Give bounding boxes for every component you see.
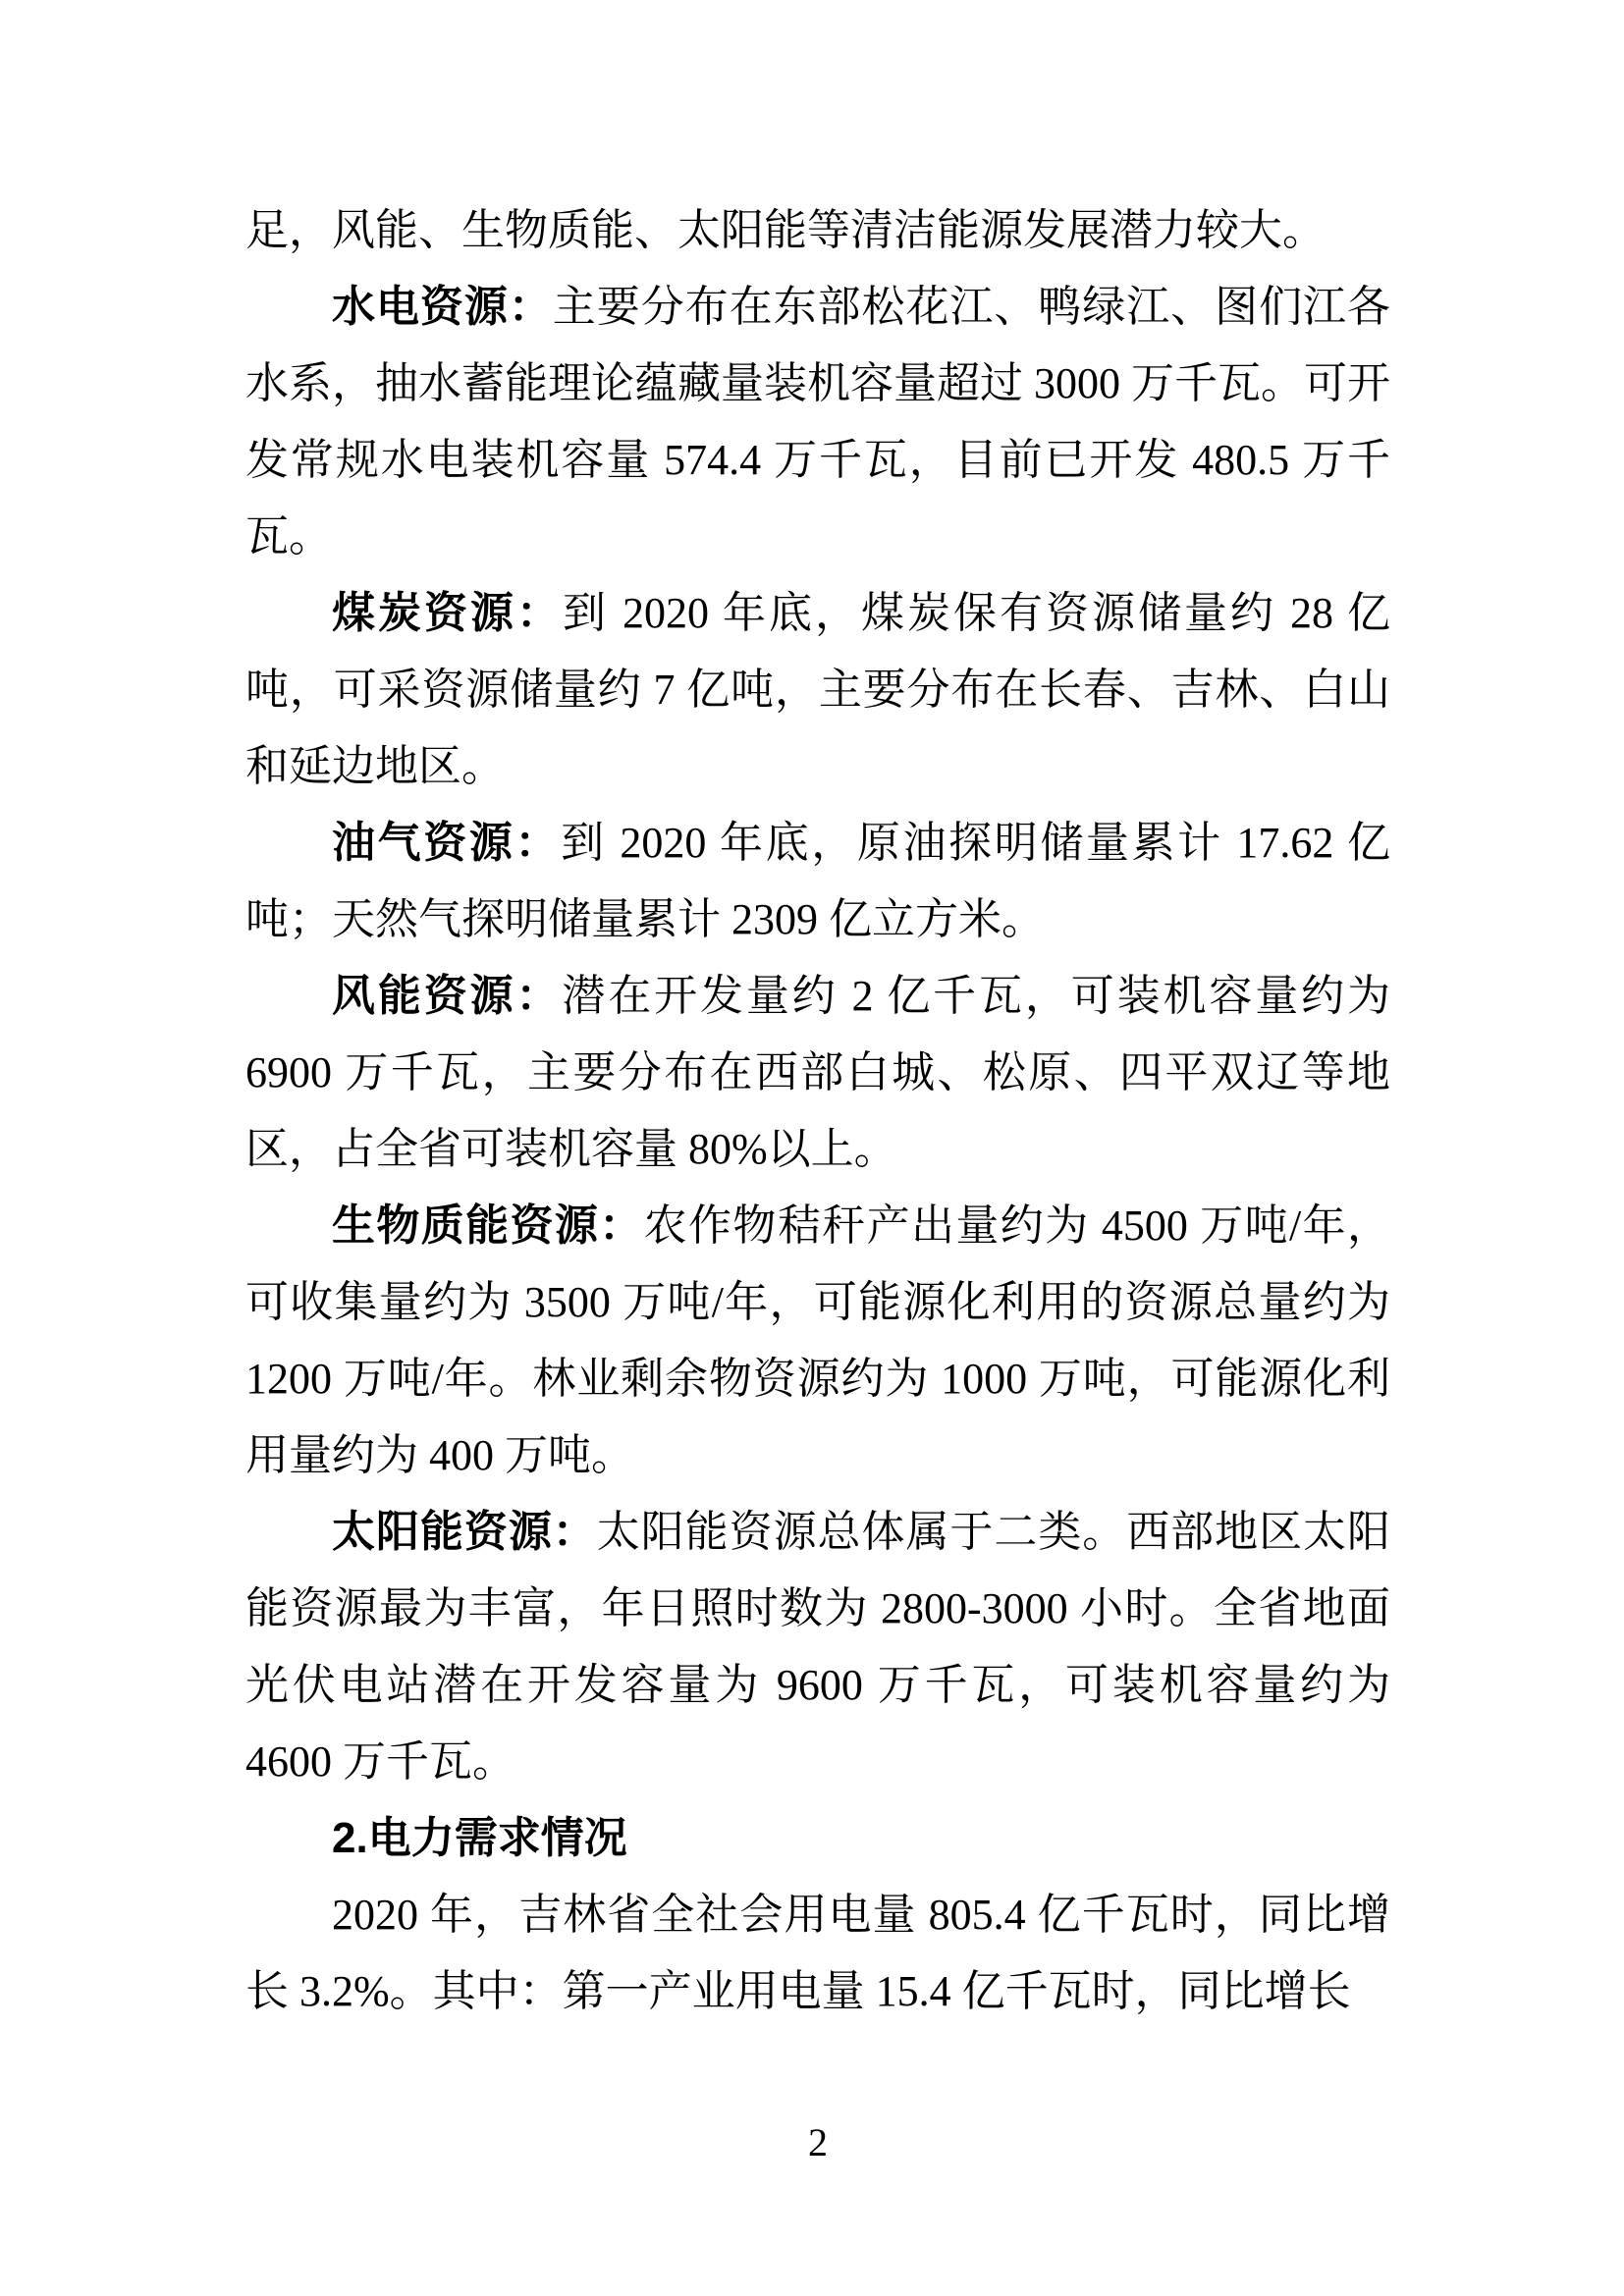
paragraph-lead: 风能资源： (332, 972, 563, 1020)
paragraph-text: 潜在开发量约 2 亿千瓦，可装机容量约为 6900 万千瓦，主要分布在西部白城、松原、四平双辽等地区，占全省可装机容量 80%以上。 (245, 972, 1391, 1173)
paragraph-biomass (245, 1188, 1390, 1494)
paragraph-text: 到 2020 年底，原油探明储量累计 17.62 亿吨；天然气探明储量累计 2309 亿立方米。 (245, 819, 1391, 943)
page-number: 2 (808, 2120, 828, 2164)
paragraph-oil-gas (245, 805, 1390, 958)
section-heading-text: 2.电力需求情况 (332, 1814, 627, 1862)
section-heading-power-demand (245, 1800, 1390, 1877)
paragraph-power-demand (245, 1877, 1390, 2030)
paragraph-lead: 水电资源： (332, 283, 553, 331)
paragraph-lead: 生物质能资源： (332, 1201, 644, 1250)
paragraph-hydropower (245, 269, 1390, 575)
paragraph-lead: 太阳能资源： (332, 1508, 597, 1556)
paragraph-wind (245, 958, 1390, 1188)
paragraph-solar (245, 1494, 1390, 1800)
paragraph-text: 太阳能资源总体属于二类。西部地区太阳能资源最为丰富，年日照时数为 2800-3000 小时。全省地面光伏电站潜在开发容量为 9600 万千瓦，可装机容量约为 4600 万千瓦。 (245, 1508, 1391, 1786)
paragraph-lead: 油气资源： (332, 819, 562, 867)
paragraph-text: 足，风能、生物质能、太阳能等清洁能源发展潜力较大。 (245, 206, 1326, 254)
paragraph-coal (245, 575, 1390, 805)
paragraph-lead: 煤炭资源： (332, 589, 563, 637)
paragraph-text: 2020 年，吉林省全社会用电量 805.4 亿千瓦时，同比增长 3.2%。其中：第一产业用电量 15.4 亿千瓦时，同比增长 (245, 1891, 1390, 2015)
paragraph-text: 到 2020 年底，煤炭保有资源储量约 28 亿吨，可采资源储量约 7 亿吨，主要分布在长春、吉林、白山和延边地区。 (245, 589, 1390, 790)
document-body (245, 192, 1390, 2030)
paragraph-intro-continuation (245, 192, 1390, 269)
paragraph-text: 主要分布在东部松花江、鸭绿江、图们江各水系，抽水蓄能理论蕴藏量装机容量超过 3000 万千瓦。可开发常规水电装机容量 574.4 万千瓦，目前已开发 480.5 万千瓦。 (245, 283, 1391, 561)
paragraph-text: 农作物秸秆产出量约为 4500 万吨/年，可收集量约为 3500 万吨/年，可能源化利用的资源总量约为 1200 万吨/年。林业剩余物资源约为 1000 万吨，可能源化利用量约为 400 万吨。 (245, 1201, 1390, 1479)
